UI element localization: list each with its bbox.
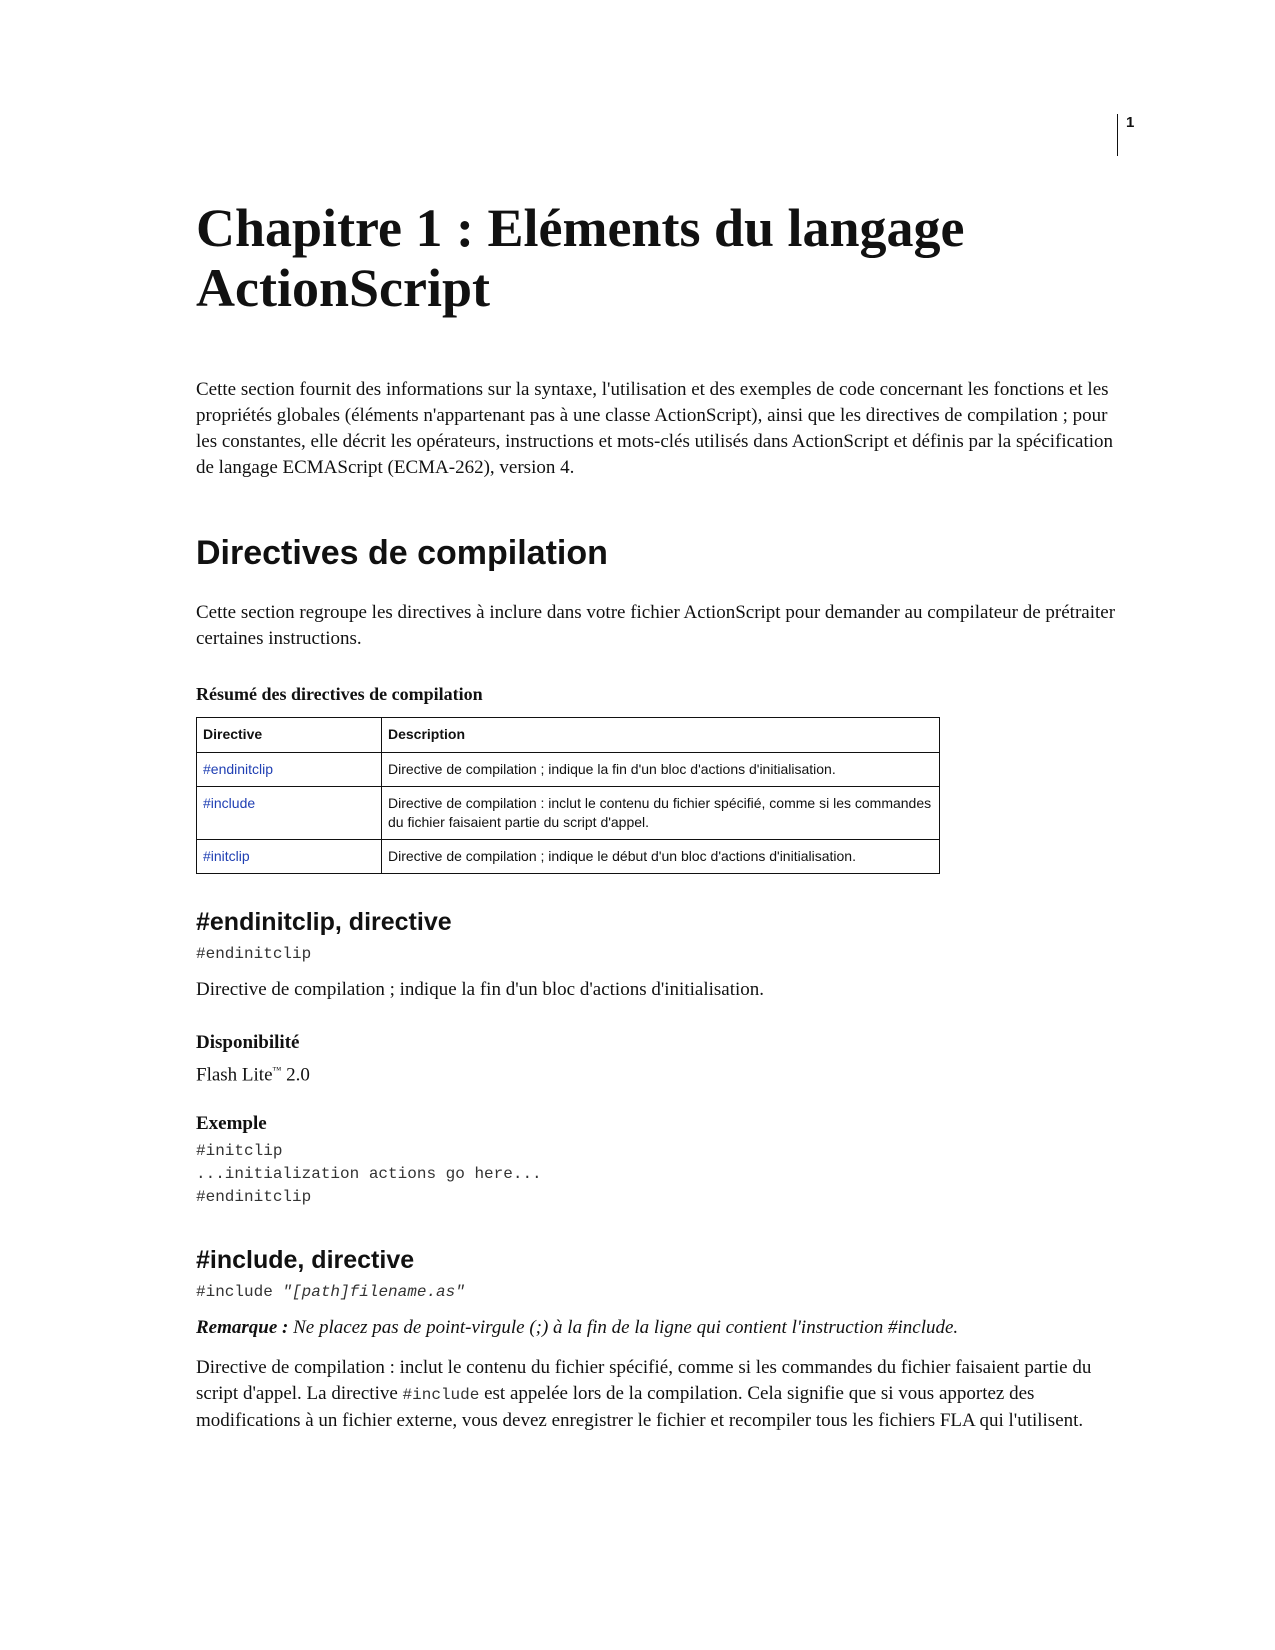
chapter-intro: Cette section fournit des informations sur la syntaxe, l'utilisation et des exemples de code concernant les fonctions et les propriétés globales (éléments n'appartenant pas à une classe ActionScript), ainsi que les directives de compilation ; pour les constantes, elle décrit les opérateurs, instructions et mots-clés utilisés dans ActionScript et définis par la spécification de langage ECMAScript (ECMA-262), version 4. [196,379,1114,478]
note-text: Ne placez pas de point-virgule (;) à la fin de la ligne qui contient l'instruction #include. [288,1317,959,1338]
directives-summary-table [196,717,940,874]
include-syntax [196,1281,465,1304]
header-directive: Directive [197,718,382,753]
example-line: ...initialization actions go here... [196,1165,542,1183]
section-intro: Cette section regroupe les directives à inclure dans votre fichier ActionScript pour demander au compilateur de prétraiter certaines instructions. [196,602,1116,649]
note-label: Remarque : [196,1317,289,1338]
include-note [196,1315,1116,1341]
include-description [196,1355,1116,1434]
table-row [197,787,940,840]
availability-version: 2.0 [281,1064,310,1086]
example-line: #endinitclip [196,1188,312,1206]
availability-value [196,1057,1116,1088]
include-syntax-arg: "[path]filename.as" [282,1283,465,1301]
row-description: Directive de compilation ; indique la fin d'un bloc d'actions d'initialisation. [382,753,940,787]
chapter-title [196,198,1116,318]
table-row [197,840,940,874]
section-title: Directives de compilation [196,534,608,572]
include-desc-part2: est appelée lors de la compilation. Cela signifie que si vous apportez des modifications à un fichier externe, vous devez enregistrer le fichier et recompiler tous les fichiers FLA qui l'utilisent. [196,1383,1084,1431]
include-heading: #include, directive [196,1246,415,1274]
endinitclip-syntax: #endinitclip [196,945,312,963]
include-desc-code: #include [402,1386,480,1404]
header-description: Description [382,718,940,753]
availability-product: Flash Lite [196,1064,273,1086]
chapter-title-line2: ActionScript [196,258,490,318]
chapter-title-line1: Chapitre 1 : Eléments du langage [196,198,965,258]
row-description: Directive de compilation : inclut le contenu du fichier spécifié, comme si les commandes du fichier faisaient partie du script d'appel. [382,787,940,840]
link-initclip[interactable]: #initclip [197,840,382,874]
link-include[interactable]: #include [197,787,382,840]
page-number: 1 [1126,114,1135,131]
endinitclip-description: Directive de compilation ; indique la fin d'un bloc d'actions d'initialisation. [196,979,765,1000]
example-label: Exemple [196,1113,267,1134]
include-desc-part1: Directive de compilation : inclut le contenu du fichier spécifié, comme si les commandes du fichier faisaient partie du script d'appel. La directive [196,1357,1092,1404]
table-caption: Résumé des directives de compilation [196,684,483,704]
example-line: #initclip [196,1142,283,1160]
include-syntax-keyword: #include [196,1283,283,1301]
link-endinitclip[interactable]: #endinitclip [197,753,382,787]
table-header-row [197,718,940,753]
endinitclip-heading: #endinitclip, directive [196,908,452,936]
availability-label: Disponibilité [196,1032,300,1053]
page-number-rule [1117,114,1118,156]
trademark-symbol: ™ [272,1065,282,1075]
table-row [197,753,940,787]
example-code [196,1140,542,1209]
row-description: Directive de compilation ; indique le début d'un bloc d'actions d'initialisation. [382,840,940,874]
